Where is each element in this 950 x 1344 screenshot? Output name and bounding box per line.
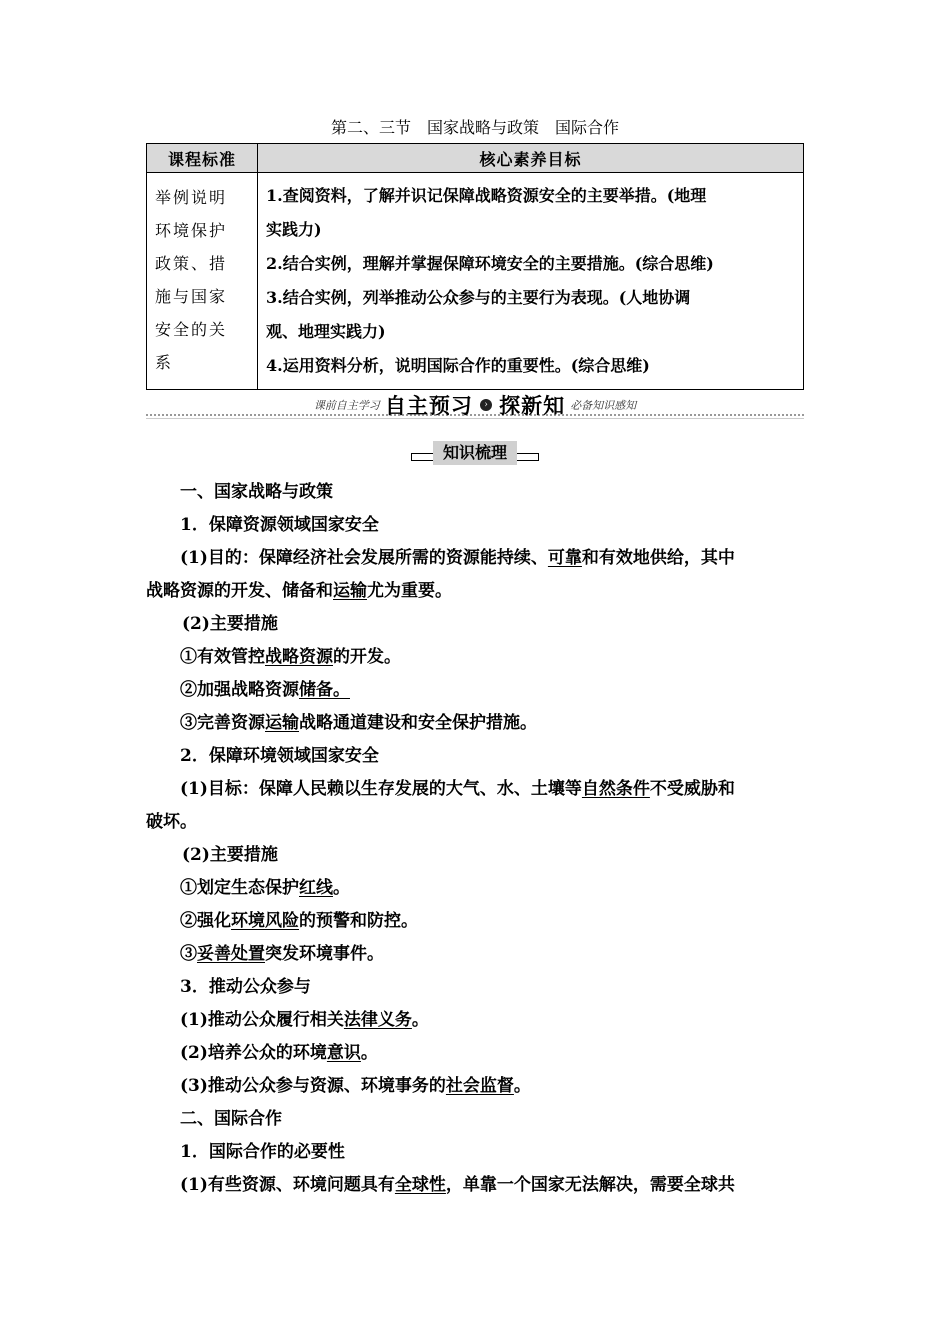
page-title: 第二、三节 国家战略与政策 国际合作 xyxy=(330,118,619,137)
subheading: 3．推动公众参与 xyxy=(180,977,311,997)
goal-line: 观、地理实践力) xyxy=(266,322,386,341)
list-item: ③妥善处置突发环境事件。 xyxy=(180,944,384,964)
goal-line: 实践力) xyxy=(266,220,322,239)
curriculum-table xyxy=(146,143,804,390)
notes-body xyxy=(146,476,808,1202)
curriculum-standard-cell xyxy=(147,173,258,390)
header-curriculum-standard: 课程标准 xyxy=(147,144,258,173)
list-heading: (2)主要措施 xyxy=(182,614,278,634)
core-literacy-cell xyxy=(258,173,804,390)
subheading: 1．国际合作的必要性 xyxy=(180,1142,345,1162)
standard-line: 安全的关 xyxy=(155,320,228,339)
banner-divider xyxy=(146,418,804,419)
standard-line: 系 xyxy=(155,353,174,372)
goal-line: 2.结合实例，理解并掌握保障环境安全的主要措施。(综合思维) xyxy=(266,254,714,273)
tag-label: 知识梳理 xyxy=(433,441,517,465)
paragraph-continued: 战略资源的开发、储备和运输尤为重要。 xyxy=(146,581,452,601)
goal-line: 3.结合实例，列举推动公众参与的主要行为表现。(人地协调 xyxy=(266,288,691,307)
subheading: 1．保障资源领域国家安全 xyxy=(180,515,379,535)
standard-line: 举例说明 xyxy=(155,188,228,207)
list-item: (1)推动公众履行相关法律义务。 xyxy=(180,1010,429,1030)
paragraph: (1)目的：保障经济社会发展所需的资源能持续、可靠和有效地供给，其中 xyxy=(180,548,735,568)
tag-bracket-right xyxy=(514,453,539,461)
list-item: ①有效管控战略资源的开发。 xyxy=(180,647,401,667)
subheading: 2．保障环境领域国家安全 xyxy=(180,746,379,766)
list-item: ②加强战略资源储备。 xyxy=(180,680,350,700)
list-item: (3)推动公众参与资源、环境事务的社会监督。 xyxy=(180,1076,531,1096)
standard-line: 环境保护 xyxy=(155,221,228,240)
banner-right-text: 必备知识感知 xyxy=(570,399,637,412)
banner-main-text-2: 探新知 xyxy=(499,394,566,418)
standard-line: 政策、措 xyxy=(155,254,228,273)
paragraph: (1)有些资源、环境问题具有全球性，单靠一个国家无法解决，需要全球共 xyxy=(180,1175,735,1195)
heading-2: 二、国际合作 xyxy=(180,1109,282,1129)
goal-line: 4.运用资料分析，说明国际合作的重要性。(综合思维) xyxy=(266,356,650,375)
header-core-literacy: 核心素养目标 xyxy=(258,144,804,173)
list-item: ①划定生态保护红线。 xyxy=(180,878,350,898)
section-banner xyxy=(146,390,804,420)
knowledge-tag xyxy=(411,441,539,467)
standard-line: 施与国家 xyxy=(155,287,228,306)
banner-left-text: 课前自主学习 xyxy=(313,399,380,412)
list-item: ②强化环境风险的预警和防控。 xyxy=(180,911,418,931)
arrow-right-icon: › xyxy=(480,399,492,411)
list-item: (2)培养公众的环境意识。 xyxy=(180,1043,378,1063)
goal-line: 1.查阅资料，了解并识记保障战略资源安全的主要举措。(地理 xyxy=(266,186,707,205)
list-item: ③完善资源运输战略通道建设和安全保护措施。 xyxy=(180,713,537,733)
paragraph-continued: 破坏。 xyxy=(146,812,197,832)
list-heading: (2)主要措施 xyxy=(182,845,278,865)
heading-1: 一、国家战略与政策 xyxy=(180,482,333,502)
paragraph: (1)目标：保障人民赖以生存发展的大气、水、土壤等自然条件不受威胁和 xyxy=(180,779,735,799)
banner-main-text: 自主预习 xyxy=(384,394,473,418)
